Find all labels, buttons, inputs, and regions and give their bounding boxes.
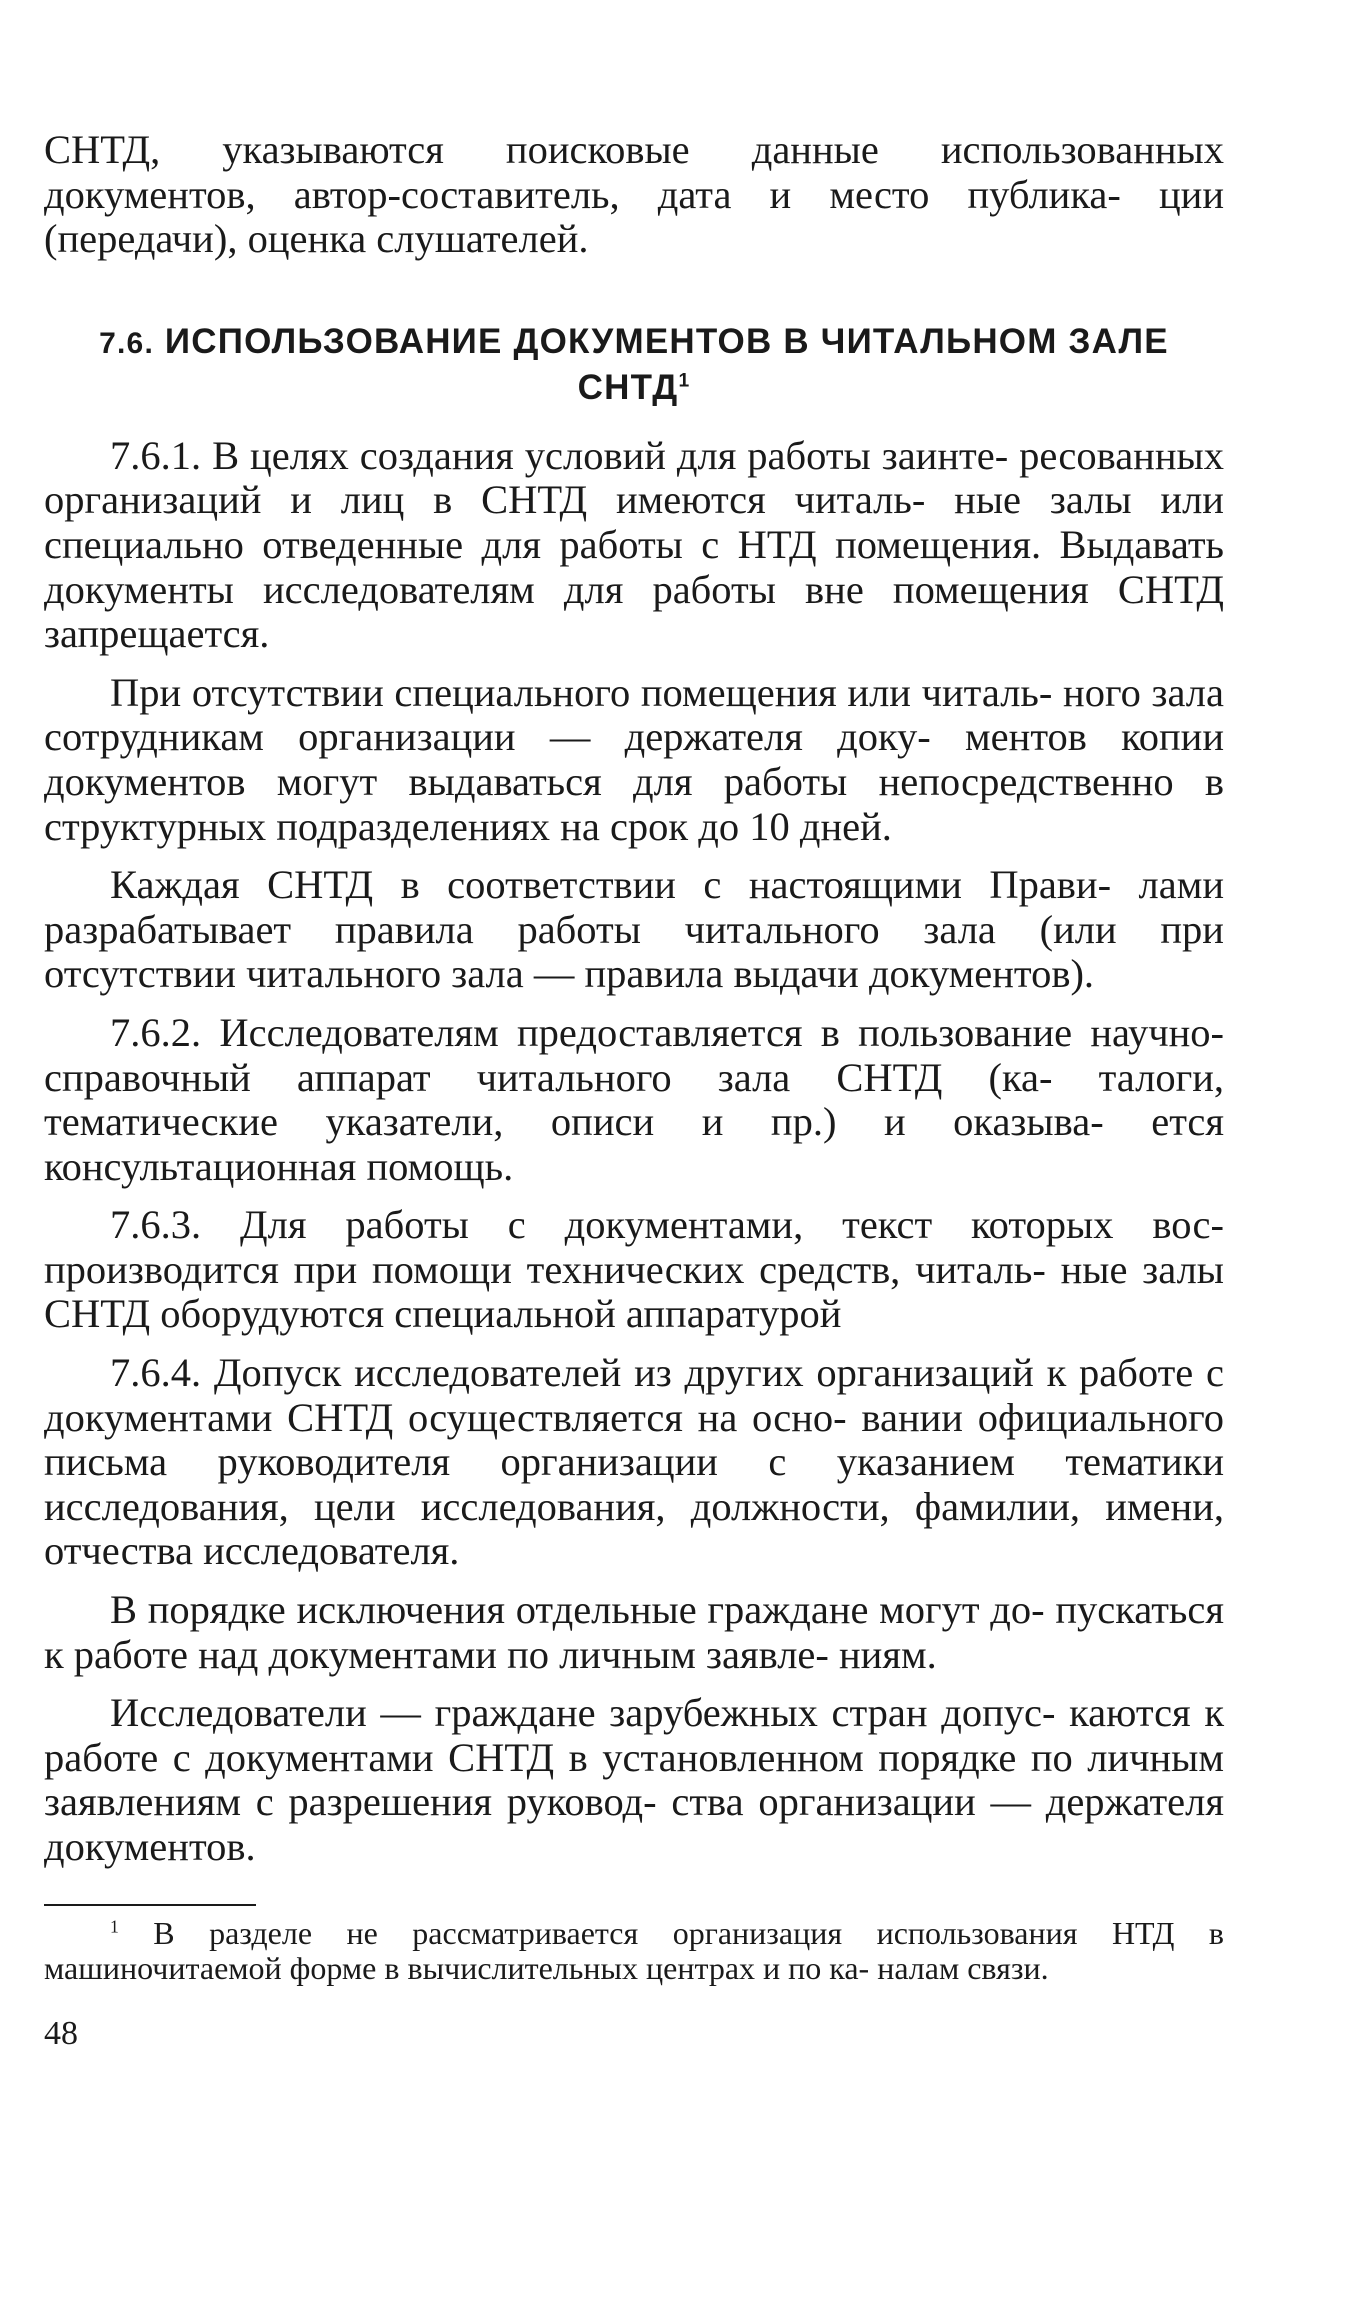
page-number: 48 [44,2014,78,2052]
paragraph-no-reading-room: При отсутствии специального помещения или читаль- ного зала сотрудникам организации — держателя доку- ментов копии документов могут выдаваться для работы непосредственно в структурных подразделениях на срок до 10 дней. [44,669,1224,849]
paragraph-7-6-1: 7.6.1. В целях создания условий для работы заинте- ресованных организаций и лиц в СНТД имеются читаль- ные залы или специально отведенные для работы с НТД помещения. Выдавать документы исследователям для работы вне помещения СНТД запрещается. [44,432,1224,657]
paragraph-foreign-researchers: Исследователи — граждане зарубежных стран допус- каются к работе с документами СНТД в установленном порядке по личным заявлениям с разрешения руковод- ства организации — держателя документов. [44,1690,1224,1869]
section-heading [44,320,1224,410]
paragraph-7-6-4: 7.6.4. Допуск исследователей из других организаций к работе с документами СНТД осуществляется на осно- вании официального письма руководителя организации с указанием тематики исследования, цели исследования, должности, фамилии, имени, отчества исследователя. [44,1350,1224,1574]
paragraph-reading-room-rules: Каждая СНТД в соответствии с настоящими Прави- лами разрабатывает правила работы читального зала (или при отсутствии читального зала — правила выдачи документов). [44,862,1224,997]
paragraph-exception: В порядке исключения отдельные граждане могут до- пускаться к работе над документами по личным заявле- ниям. [44,1587,1224,1677]
footnote-text: В разделе не рассматривается организация использования НТД в машиночитаемой форме в вычислительных центрах и по ка- налам связи. [44,1914,1225,1986]
footnote-mark: 1 [110,1915,119,1936]
footnote [44,1916,1224,1986]
section-title: ИСПОЛЬЗОВАНИЕ ДОКУМЕНТОВ В ЧИТАЛЬНОМ ЗАЛЕ СНТД [164,321,1169,407]
section-footnote-mark: 1 [678,370,691,392]
document-page [44,128,1224,2052]
footnote-divider [44,1904,256,1906]
intro-paragraph: СНТД, указываются поисковые данные использованных документов, автор-составитель, дата и место публика- ции (передачи), оценка слушателей. [44,127,1224,262]
paragraph-7-6-3: 7.6.3. Для работы с документами, текст которых вос- производится при помощи технических средств, читаль- ные залы СНТД оборудуются специальной аппаратурой [44,1202,1224,1337]
section-number: 7.6. [99,326,154,360]
paragraph-7-6-2: 7.6.2. Исследователям предоставляется в пользование научно-справочный аппарат читального зала СНТД (ка- талоги, тематические указатели, описи и пр.) и оказыва- ется консультационная помощь. [44,1009,1224,1189]
